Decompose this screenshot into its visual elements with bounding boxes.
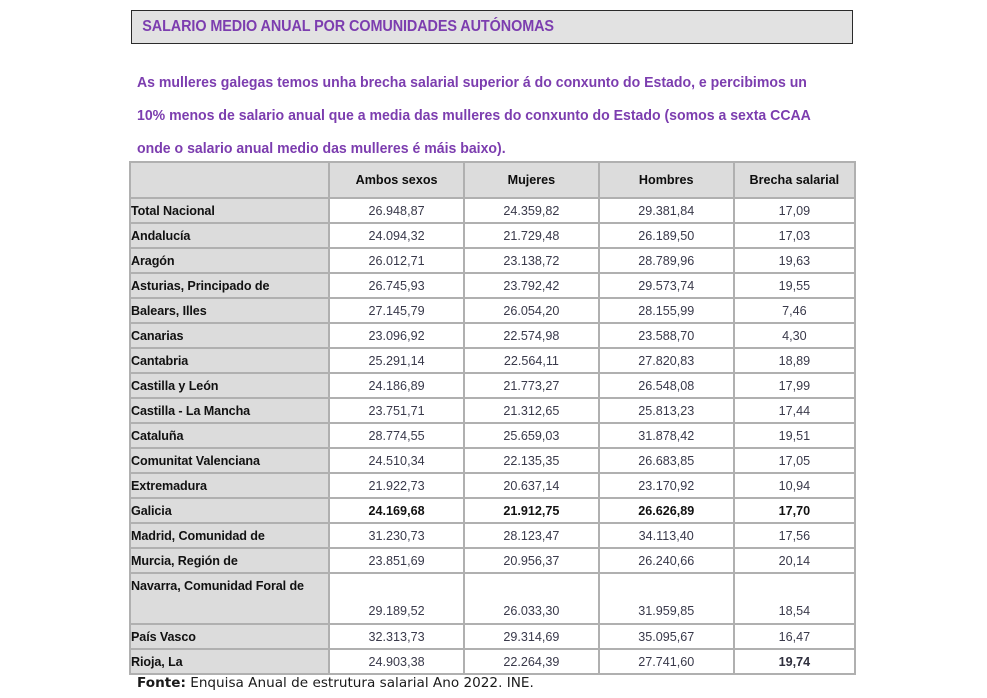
table-row [131, 349, 854, 372]
row-region-label: Rioja, La [131, 650, 328, 673]
row-value-brecha-salarial: 10,94 [735, 474, 854, 497]
table-row [131, 224, 854, 247]
row-value-ambos-sexos: 26.948,87 [330, 199, 463, 222]
row-value-brecha-salarial: 17,09 [735, 199, 854, 222]
column-header-mujeres: Mujeres [465, 163, 598, 197]
row-region-label: Navarra, Comunidad Foral de [131, 574, 328, 623]
row-value-mujeres: 26.054,20 [465, 299, 598, 322]
table-row [131, 499, 854, 522]
row-region-label: Extremadura [131, 474, 328, 497]
row-region-label: Andalucía [131, 224, 328, 247]
table-row [131, 424, 854, 447]
row-value-mujeres: 20.956,37 [465, 549, 598, 572]
row-region-label: Galicia [131, 499, 328, 522]
table-row [131, 324, 854, 347]
row-value-brecha-salarial: 18,54 [735, 574, 854, 623]
column-header-brecha-salarial: Brecha salarial [735, 163, 854, 197]
row-value-ambos-sexos: 32.313,73 [330, 625, 463, 648]
row-value-ambos-sexos: 24.169,68 [330, 499, 463, 522]
row-value-brecha-salarial: 18,89 [735, 349, 854, 372]
row-value-hombres: 29.381,84 [600, 199, 733, 222]
table-body [131, 199, 854, 673]
table-row [131, 474, 854, 497]
row-value-ambos-sexos: 24.510,34 [330, 449, 463, 472]
table-row [131, 199, 854, 222]
row-value-hombres: 29.573,74 [600, 274, 733, 297]
row-value-ambos-sexos: 24.186,89 [330, 374, 463, 397]
row-value-brecha-salarial: 17,99 [735, 374, 854, 397]
row-value-ambos-sexos: 23.851,69 [330, 549, 463, 572]
table-row [131, 374, 854, 397]
row-value-hombres: 26.189,50 [600, 224, 733, 247]
page-title: SALARIO MEDIO ANUAL POR COMUNIDADES AUTÓNOMAS [142, 18, 554, 35]
row-value-hombres: 31.959,85 [600, 574, 733, 623]
table-row [131, 574, 854, 623]
column-header-region [131, 163, 328, 197]
row-value-ambos-sexos: 24.094,32 [330, 224, 463, 247]
report-title-box [131, 10, 853, 44]
row-value-brecha-salarial: 19,74 [735, 650, 854, 673]
table-row [131, 449, 854, 472]
row-value-ambos-sexos: 25.291,14 [330, 349, 463, 372]
row-value-ambos-sexos: 26.745,93 [330, 274, 463, 297]
table-row [131, 274, 854, 297]
row-value-mujeres: 25.659,03 [465, 424, 598, 447]
row-value-brecha-salarial: 17,70 [735, 499, 854, 522]
row-value-mujeres: 21.912,75 [465, 499, 598, 522]
row-region-label: País Vasco [131, 625, 328, 648]
row-value-ambos-sexos: 27.145,79 [330, 299, 463, 322]
source-note [137, 675, 534, 691]
table-row [131, 650, 854, 673]
row-region-label: Cantabria [131, 349, 328, 372]
row-value-hombres: 26.240,66 [600, 549, 733, 572]
row-value-hombres: 26.683,85 [600, 449, 733, 472]
row-value-brecha-salarial: 16,47 [735, 625, 854, 648]
row-region-label: Total Nacional [131, 199, 328, 222]
row-value-ambos-sexos: 29.189,52 [330, 574, 463, 623]
row-value-mujeres: 22.564,11 [465, 349, 598, 372]
row-value-mujeres: 21.312,65 [465, 399, 598, 422]
table-row [131, 399, 854, 422]
row-value-hombres: 26.548,08 [600, 374, 733, 397]
salary-table [129, 161, 856, 675]
row-value-mujeres: 23.792,42 [465, 274, 598, 297]
row-value-hombres: 26.626,89 [600, 499, 733, 522]
row-value-mujeres: 22.264,39 [465, 650, 598, 673]
row-region-label: Castilla y León [131, 374, 328, 397]
table-row [131, 524, 854, 547]
row-value-ambos-sexos: 21.922,73 [330, 474, 463, 497]
row-value-hombres: 35.095,67 [600, 625, 733, 648]
table-row [131, 549, 854, 572]
row-value-brecha-salarial: 19,55 [735, 274, 854, 297]
table-header-row [131, 163, 854, 197]
row-value-hombres: 28.155,99 [600, 299, 733, 322]
row-value-mujeres: 22.135,35 [465, 449, 598, 472]
source-label: Fonte: [137, 675, 186, 691]
row-region-label: Balears, Illes [131, 299, 328, 322]
row-region-label: Canarias [131, 324, 328, 347]
row-value-brecha-salarial: 17,03 [735, 224, 854, 247]
row-value-brecha-salarial: 20,14 [735, 549, 854, 572]
row-value-brecha-salarial: 19,51 [735, 424, 854, 447]
row-value-ambos-sexos: 28.774,55 [330, 424, 463, 447]
row-value-ambos-sexos: 31.230,73 [330, 524, 463, 547]
row-value-hombres: 27.741,60 [600, 650, 733, 673]
row-value-hombres: 27.820,83 [600, 349, 733, 372]
row-value-mujeres: 20.637,14 [465, 474, 598, 497]
row-value-ambos-sexos: 24.903,38 [330, 650, 463, 673]
table-row [131, 249, 854, 272]
row-value-ambos-sexos: 26.012,71 [330, 249, 463, 272]
table-header [131, 163, 854, 197]
row-value-ambos-sexos: 23.751,71 [330, 399, 463, 422]
row-value-hombres: 25.813,23 [600, 399, 733, 422]
table-row [131, 299, 854, 322]
row-value-hombres: 31.878,42 [600, 424, 733, 447]
row-value-mujeres: 21.729,48 [465, 224, 598, 247]
table-row [131, 625, 854, 648]
row-value-brecha-salarial: 7,46 [735, 299, 854, 322]
row-region-label: Cataluña [131, 424, 328, 447]
row-value-brecha-salarial: 4,30 [735, 324, 854, 347]
row-value-mujeres: 23.138,72 [465, 249, 598, 272]
row-value-mujeres: 26.033,30 [465, 574, 598, 623]
row-value-brecha-salarial: 17,44 [735, 399, 854, 422]
row-region-label: Comunitat Valenciana [131, 449, 328, 472]
column-header-hombres: Hombres [600, 163, 733, 197]
source-text: Enquisa Anual de estrutura salarial Ano 2022. INE. [185, 675, 534, 691]
row-value-brecha-salarial: 19,63 [735, 249, 854, 272]
row-value-mujeres: 21.773,27 [465, 374, 598, 397]
row-value-brecha-salarial: 17,05 [735, 449, 854, 472]
intro-paragraph: As mulleres galegas temos unha brecha salarial superior á do conxunto do Estado, e percibimos un 10% menos de salario anual que a media das mulleres do conxunto do Estado (somos a sexta CCAA onde o salario anual medio das mulleres é máis baixo). [137, 74, 811, 157]
row-value-mujeres: 28.123,47 [465, 524, 598, 547]
row-value-hombres: 23.588,70 [600, 324, 733, 347]
row-region-label: Asturias, Principado de [131, 274, 328, 297]
row-value-mujeres: 29.314,69 [465, 625, 598, 648]
salary-table-container [129, 161, 856, 675]
row-region-label: Madrid, Comunidad de [131, 524, 328, 547]
row-region-label: Castilla - La Mancha [131, 399, 328, 422]
row-value-brecha-salarial: 17,56 [735, 524, 854, 547]
row-value-hombres: 23.170,92 [600, 474, 733, 497]
row-value-hombres: 34.113,40 [600, 524, 733, 547]
row-value-hombres: 28.789,96 [600, 249, 733, 272]
column-header-ambos-sexos: Ambos sexos [330, 163, 463, 197]
row-region-label: Aragón [131, 249, 328, 272]
row-region-label: Murcia, Región de [131, 549, 328, 572]
row-value-mujeres: 22.574,98 [465, 324, 598, 347]
row-value-mujeres: 24.359,82 [465, 199, 598, 222]
row-value-ambos-sexos: 23.096,92 [330, 324, 463, 347]
